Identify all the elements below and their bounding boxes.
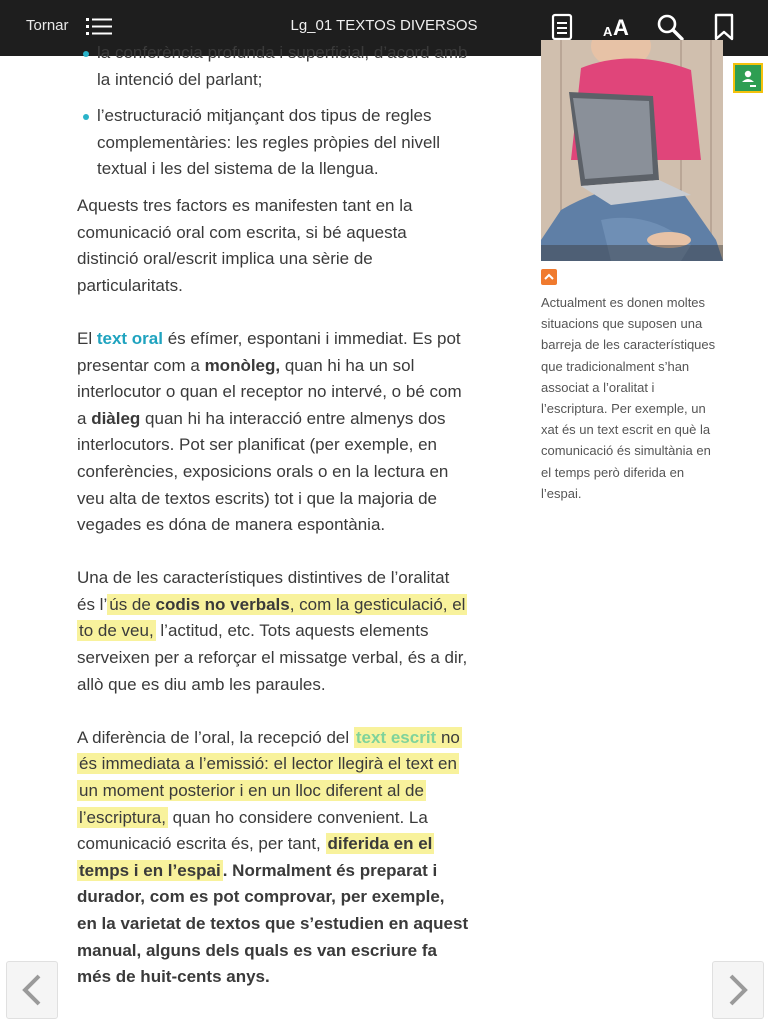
svg-text:A: A <box>603 24 613 39</box>
highlight: ús de codis no verbals, com la gesticulació, el to de veu, <box>79 594 466 641</box>
previous-page-button[interactable] <box>6 961 58 1019</box>
reading-content <box>77 40 469 1017</box>
back-button[interactable]: Tornar <box>26 17 69 34</box>
paragraph-factors: Aquests tres factors es manifesten tant en la comunicació oral com escrita, si bé aquesta distinció oral/escrit implica una sèrie de particularitats. <box>77 195 413 295</box>
term-monoleg: monòleg, <box>204 355 281 375</box>
keyword-text-oral: text oral <box>96 328 163 348</box>
font-size-icon[interactable] <box>601 12 631 42</box>
woman-with-laptop-photo <box>541 40 723 261</box>
paragraph-oral-text: El text oral és efímer, espontani i immediat. Es pot presentar com a monòleg, quan hi ha un sol interlocutor o quan el receptor no intervé, o bé com a diàleg quan hi ha interacció entre almenys dos interlocutors. Pot ser planificat (per exemple, en conferències, exposicions orals o en la lectura en veu alta de textos escrits) tot i que la majoria de vegades es dóna de manera espontània. <box>77 328 462 535</box>
google-classroom-button[interactable] <box>733 63 763 93</box>
factor-list <box>77 40 469 183</box>
term-codis-no-verbals: codis no verbals <box>155 594 290 614</box>
keyword-text-escrit: text escrit <box>355 727 437 747</box>
bookmark-icon[interactable] <box>709 12 739 42</box>
list-item: la conferència profunda i superficial, d’acord amb la intenció del parlant; <box>97 40 469 93</box>
search-icon[interactable] <box>655 12 685 42</box>
classroom-icon <box>735 65 761 91</box>
next-page-button[interactable] <box>712 961 764 1019</box>
svg-text:A: A <box>613 15 629 40</box>
contents-icon[interactable] <box>547 12 577 42</box>
chevron-left-icon <box>7 962 57 1018</box>
image-caption: Actualment es donen moltes situacions que suposen una barreja de les característiques que tradicionalment s’han associat a l’oralitat i l’escriptura. Per exemple, un xat és un text escrit en què la comunicació és simultània en el temps però diferida en l’espai. <box>541 295 716 501</box>
collapse-caption-button[interactable] <box>541 269 557 285</box>
chevron-up-icon <box>541 269 557 285</box>
book-title: Lg_01 TEXTOS DIVERSOS <box>290 17 478 34</box>
term-dialeg: diàleg <box>91 408 141 428</box>
sidebar <box>541 40 723 501</box>
highlight: text escrit no és immediata a l’emissió: el lector llegirà el text en un moment posterior i en un lloc diferent al de l’escriptura, <box>79 727 460 827</box>
term-diferida: diferida en el temps i en l’espai <box>79 834 433 880</box>
paragraph-nonverbal: Una de les característiques distintives de l’oralitat és l’ ús de codis no verbals, com la gesticulació, el to de veu, l’actitud, etc. Tots aquests elements serveixen per a reforçar el missatge verbal, és a dir, allò que es diu amb les paraules. <box>77 568 468 694</box>
list-item: l’estructuració mitjançant dos tipus de regles complementàries: les regles pròpies del nivell textual i les del sistema de la llengua. <box>97 103 469 183</box>
paragraph-written-text: A diferència de l’oral, la recepció del text escrit no és immediata a l’emissió: el lector llegirà el text en un moment posterior i en un lloc diferent al de l’escriptura, quan ho considere convenient. La comunicació escrita és, per tant, diferida en el temps i en l’espai . Normalment és preparat i durador, com es pot comprovar, per exemple, en la varietat de textos que s’estudien en aquest manual, alguns dels quals es van escriure fa més de huit-cents anys. <box>77 727 469 987</box>
chevron-right-icon <box>713 962 763 1018</box>
